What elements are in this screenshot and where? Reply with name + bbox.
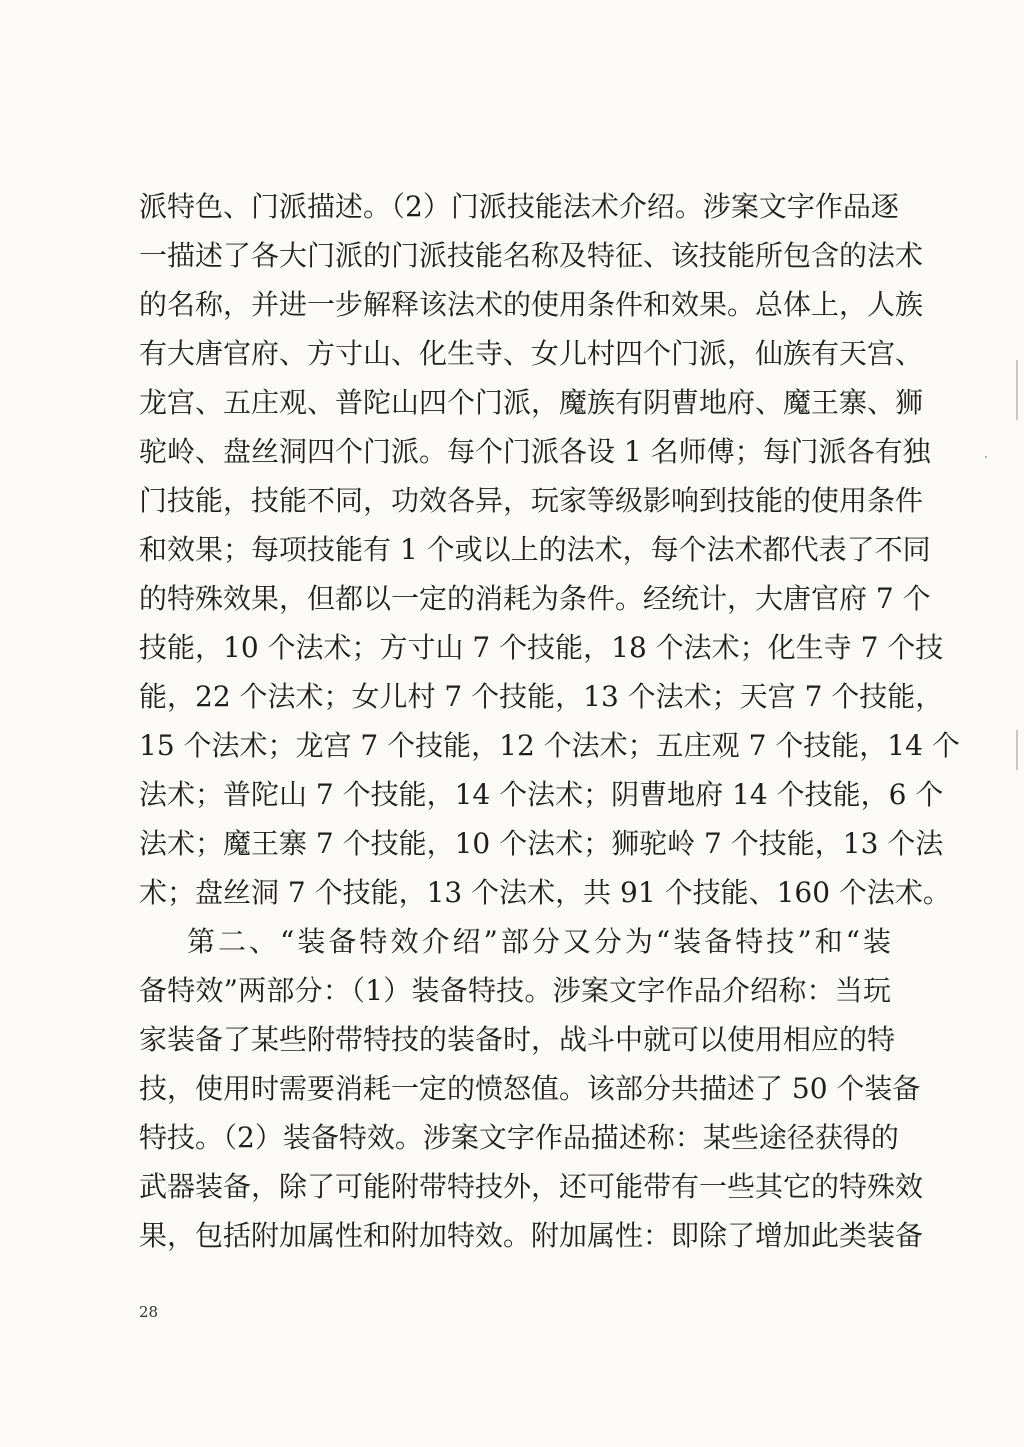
text-line: 派特色、门派描述。（2）门派技能法术介绍。涉案文字作品逐 <box>139 190 899 223</box>
scan-edge-mark <box>1016 730 1018 770</box>
text-line: 法术；普陀山 7 个技能，14 个法术；阴曹地府 14 个技能，6 个 <box>139 778 944 811</box>
scan-edge-mark <box>1016 360 1018 420</box>
text-line: 龙宫、五庄观、普陀山四个门派，魔族有阴曹地府、魔王寨、狮 <box>139 386 924 419</box>
text-line: 果，包括附加属性和附加特效。附加属性：即除了增加此类装备 <box>139 1219 924 1252</box>
text-line: 的名称，并进一步解释该法术的使用条件和效果。总体上，人族 <box>139 288 924 321</box>
text-line: 有大唐官府、方寸山、化生寺、女儿村四个门派，仙族有天宫、 <box>139 337 924 370</box>
scan-speck <box>985 456 987 458</box>
text-line: 术；盘丝洞 7 个技能，13 个法术，共 91 个技能、160 个法术。 <box>139 876 951 909</box>
text-line: 驼岭、盘丝洞四个门派。每个门派各设 1 名师傅；每门派各有独 <box>139 435 931 468</box>
body-text <box>139 182 960 1260</box>
text-line: 的特殊效果，但都以一定的消耗为条件。经统计，大唐官府 7 个 <box>139 582 931 615</box>
text-line: 技能，10 个法术；方寸山 7 个技能，18 个法术；化生寺 7 个技 <box>139 631 944 664</box>
text-line: 家装备了某些附带特技的装备时，战斗中就可以使用相应的特 <box>139 1023 896 1056</box>
text-line: 武器装备，除了可能附带特技外，还可能带有一些其它的特殊效 <box>139 1170 924 1203</box>
text-line: 备特效”两部分：（1）装备特技。涉案文字作品介绍称：当玩 <box>139 974 891 1007</box>
text-line: 15 个法术；龙宫 7 个技能，12 个法术；五庄观 7 个技能，14 个 <box>139 729 960 762</box>
text-line: 和效果；每项技能有 1 个或以上的法术，每个法术都代表了不同 <box>139 533 931 566</box>
text-line: 特技。（2）装备特效。涉案文字作品描述称：某些途径获得的 <box>139 1121 899 1154</box>
paragraph-start-line: 第二、“装备特效介绍”部分又分为“装备特技”和“装 <box>187 925 891 958</box>
text-line: 一描述了各大门派的门派技能名称及特征、该技能所包含的法术 <box>139 239 924 272</box>
page-number: 28 <box>139 1303 159 1321</box>
text-line: 能，22 个法术；女儿村 7 个技能，13 个法术；天宫 7 个技能， <box>139 680 944 713</box>
text-line: 技，使用时需要消耗一定的愤怒值。该部分共描述了 50 个装备 <box>139 1072 921 1105</box>
text-line: 门技能，技能不同，功效各异，玩家等级影响到技能的使用条件 <box>139 484 924 517</box>
text-line: 法术；魔王寨 7 个技能，10 个法术；狮驼岭 7 个技能，13 个法 <box>139 827 944 860</box>
